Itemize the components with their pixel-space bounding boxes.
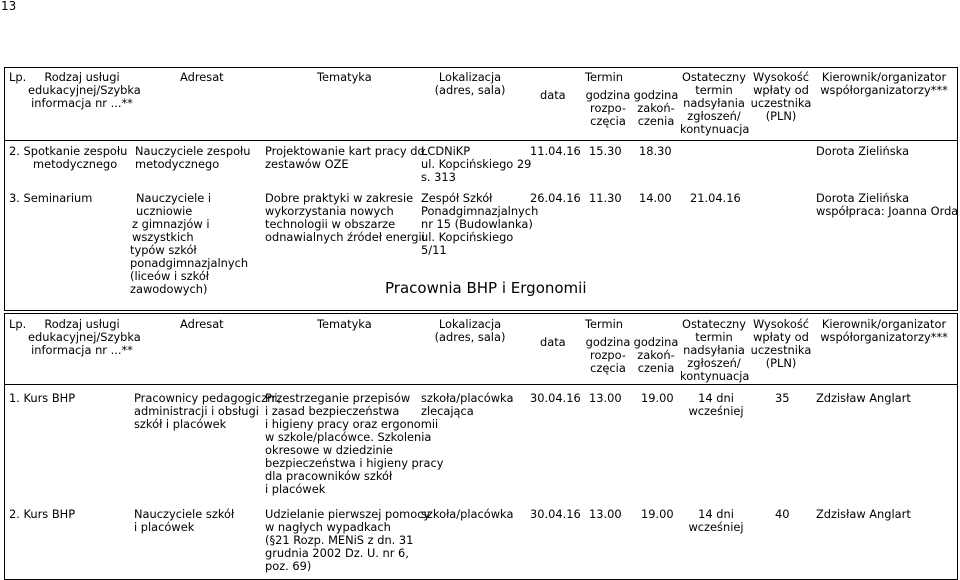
row-ostateczny-l1: 14 dni [698,507,734,521]
header-adresat: Adresat [180,70,224,84]
row-wysokosc: 35 [775,391,790,405]
header-ostateczny-l1: Ostateczny [681,70,747,84]
section-title: Pracownia BHP i Ergonomii [385,279,587,297]
header-kierownik-l1: Kierownik/organizator [821,317,947,331]
row-zak: 19.00 [641,507,674,521]
header-wysokosc-l4: (PLN) [765,356,797,370]
row-wysokosc: 40 [775,507,790,521]
header-lokalizacja [427,318,513,344]
row-lp: 2. Kurs BHP [9,507,76,521]
header-rodzaj [28,317,141,357]
row-data: 30.04.16 [530,391,581,405]
row-adresat-l3: szkół i placówek [134,417,227,431]
header-lokalizacja-l2: (adres, sala) [434,330,506,344]
row-lokalizacja-l2: zlecająca [421,404,474,418]
row-lokalizacja-l1: szkoła/placówka [421,391,514,405]
row-ostateczny [682,392,750,418]
row-lp: 3. Seminarium [9,191,93,205]
row-lp: 1. Kurs BHP [9,391,76,405]
row-adresat-l2: z gimnazjów i wszystkich [132,217,210,244]
header-tematyka: Tematyka [317,70,372,84]
header-lokalizacja [427,71,513,97]
header-adresat: Adresat [180,317,224,331]
row-rozp: 13.00 [589,391,622,405]
row-zak: 14.00 [639,191,672,205]
row-adresat-l2: i placówek [134,520,195,534]
row-tematyka-l4: w szkole/placówce. Szkolenia [265,430,432,444]
row-tematyka-l4: odnawialnych źródeł energii [265,230,425,244]
row-tematyka [265,392,443,496]
header-data: data [540,335,566,349]
row-adresat-l2: administracji i obsługi [134,404,259,418]
header-wysokosc-l3: uczestnika [750,96,812,110]
row-adresat-l1: Nauczyciele zespołu [135,144,251,158]
header-rozp-l3: częcia [590,114,626,128]
row-adresat [134,508,234,534]
header-ostateczny-l3: nadsyłania [683,96,745,110]
header-rodzaj-l3: informacja nr ...** [31,343,133,357]
row-kierownik: Zdzisław Anglart [816,391,911,405]
header-zak-l3: czenia [637,114,675,128]
row-tematyka-l2: w nagłych wypadkach [265,520,391,534]
header-zak-l1: godzina [633,88,679,102]
row-rozp: 15.30 [589,144,622,158]
header-ostateczny-l2: termin [695,330,733,344]
header-rodzaj-l2: edukacyjnej/Szybka [28,83,141,97]
header-zak-l3: czenia [637,361,675,375]
row-adresat-l5: (liceów i szkół [130,269,210,283]
row-adresat-l3: typów szkół [130,243,197,257]
header-kierownik-l2: współorganizatorzy*** [820,83,948,97]
header-zak-l2: zakoń- [637,348,675,362]
row-tematyka-l3: technologii w obszarze [265,217,396,231]
row-kierownik: Dorota Zielińska [816,144,910,158]
header-rodzaj [28,70,141,110]
header-zak [630,89,682,128]
header-ostateczny-l2: termin [695,83,733,97]
header-zak [630,336,682,375]
header-kierownik [812,71,956,97]
header-kierownik-l2: współorganizatorzy*** [820,330,948,344]
header-lokalizacja-l1: Lokalizacja [438,317,502,331]
row-ostateczny-l2: wcześniej [688,404,744,418]
row-adresat-l1: Nauczyciele i uczniowie [136,191,212,218]
header-rodzaj-l2: edukacyjnej/Szybka [28,330,141,344]
header-ostateczny [680,71,748,136]
row-adresat-l2: metodycznego [135,157,220,171]
row-ostateczny-l1: 14 dni [698,391,734,405]
table-frame-2 [4,313,958,580]
row-tematyka [265,145,424,171]
header-zak-l2: zakoń- [637,101,675,115]
row-lokalizacja [421,145,531,184]
row-kierownik [816,192,958,218]
header-ostateczny-l4: zgłoszeń/ [687,356,741,370]
header-ostateczny-l4: zgłoszeń/ [687,109,741,123]
header-tematyka: Tematyka [317,317,372,331]
header-lokalizacja-l2: (adres, sala) [434,83,506,97]
row-zak: 18.30 [639,144,672,158]
row-tematyka-l2: i zasad bezpieczeństwa [265,404,400,418]
header-lp: Lp. [9,70,27,84]
row-tematyka-l3: i higieny pracy oraz ergonomii [265,417,439,431]
row-kierownik-l2: współpraca: Joanna Orda [816,204,959,218]
header-ostateczny-l5: kontynuacja [680,122,750,136]
row-adresat-l4: ponadgimnazjalnych [130,256,249,270]
row-lp [9,145,127,171]
header-wysokosc-l2: wpłaty od [753,330,809,344]
header-termin: Termin [585,70,623,84]
header-wysokosc [750,71,812,123]
row-adresat [135,145,251,171]
row-tematyka-l4: grudnia 2002 Dz. U. nr 6, [265,546,409,560]
header-divider-2 [4,384,958,385]
row-lokalizacja [421,192,538,257]
row-tematyka-l1: Przestrzeganie przepisów [265,391,411,405]
header-wysokosc-l2: wpłaty od [753,83,809,97]
header-wysokosc-l1: Wysokość [752,317,810,331]
row-rozp: 13.00 [589,507,622,521]
row-tematyka-l5: okresowe w dziedzinie [265,443,393,457]
header-rozp-l2: rozpo- [590,348,626,362]
row-lokalizacja-l5: 5/11 [421,243,447,257]
row-tematyka-l8: i placówek [265,482,326,496]
row-tematyka-l3: (§21 Rozp. MENiS z dn. 31 [265,533,414,547]
row-adresat-l1: Pracownicy pedagogiczni, [134,391,282,405]
header-kierownik [812,318,956,344]
row-data: 11.04.16 [530,144,581,158]
header-data: data [540,88,566,102]
row-tematyka [265,192,425,244]
row-rozp: 11.30 [589,191,622,205]
row-kierownik: Zdzisław Anglart [816,507,911,521]
row-tematyka-l5: poz. 69) [265,559,312,573]
header-ostateczny [680,318,748,383]
header-rozp [582,336,634,375]
header-zak-l1: godzina [633,335,679,349]
header-lp: Lp. [9,317,27,331]
row-tematyka-l1: Dobre praktyki w zakresie [265,191,414,205]
header-wysokosc-l1: Wysokość [752,70,810,84]
header-kierownik-l1: Kierownik/organizator [821,70,947,84]
header-ostateczny-l5: kontynuacja [680,369,750,383]
row-lokalizacja [421,392,513,418]
row-ostateczny: 21.04.16 [690,191,741,205]
header-divider-1 [4,140,958,141]
row-adresat-l1: Nauczyciele szkół [134,507,235,521]
row-tematyka-l7: dla pracowników szkół [265,469,393,483]
row-zak: 19.00 [641,391,674,405]
row-tematyka-l6: bezpieczeństwa i higieny pracy [265,456,444,470]
header-rozp [582,89,634,128]
row-lokalizacja-l2: Ponadgimnazjalnych [421,204,539,218]
row-ostateczny [682,508,750,534]
row-lp-l2: metodycznego [33,157,118,171]
row-kierownik-l1: Dorota Zielińska [816,191,910,205]
row-data: 30.04.16 [530,507,581,521]
header-rodzaj-l1: Rodzaj usługi [44,317,120,331]
row-lokalizacja-l2: ul. Kopcińskiego 29 [421,157,532,171]
row-ostateczny-l2: wcześniej [688,520,744,534]
row-lokalizacja-l4: ul. Kopcińskiego [421,230,514,244]
header-rozp-l1: godzina [585,88,631,102]
row-tematyka-l2: zestawów OZE [265,157,349,171]
header-termin: Termin [585,317,623,331]
header-rodzaj-l3: informacja nr ...** [31,96,133,110]
header-wysokosc-l4: (PLN) [765,109,797,123]
header-rozp-l1: godzina [585,335,631,349]
header-wysokosc-l3: uczestnika [750,343,812,357]
header-ostateczny-l3: nadsyłania [683,343,745,357]
header-rodzaj-l1: Rodzaj usługi [44,70,120,84]
row-tematyka [265,508,430,573]
row-lokalizacja-l1: ŁCDNiKP [421,144,471,158]
row-lokalizacja-l1: Zespół Szkół [421,191,493,205]
header-rozp-l3: częcia [590,361,626,375]
row-adresat [134,392,281,431]
row-adresat [130,192,254,296]
header-rozp-l2: rozpo- [590,101,626,115]
header-lokalizacja-l1: Lokalizacja [438,70,502,84]
row-adresat-l6: zawodowych) [130,282,208,296]
page-number: 13 [1,0,17,13]
header-wysokosc [750,318,812,370]
row-lokalizacja: szkoła/placówka [421,507,514,521]
header-ostateczny-l1: Ostateczny [681,317,747,331]
row-tematyka-l2: wykorzystania nowych [265,204,394,218]
row-tematyka-l1: Udzielanie pierwszej pomocy [265,507,431,521]
row-lokalizacja-l3: s. 313 [421,170,456,184]
row-lokalizacja-l3: nr 15 (Budowlanka) [421,217,533,231]
row-lp-l1: 2. Spotkanie zespołu [9,144,128,158]
row-tematyka-l1: Projektowanie kart pracy do [265,144,425,158]
row-data: 26.04.16 [530,191,581,205]
